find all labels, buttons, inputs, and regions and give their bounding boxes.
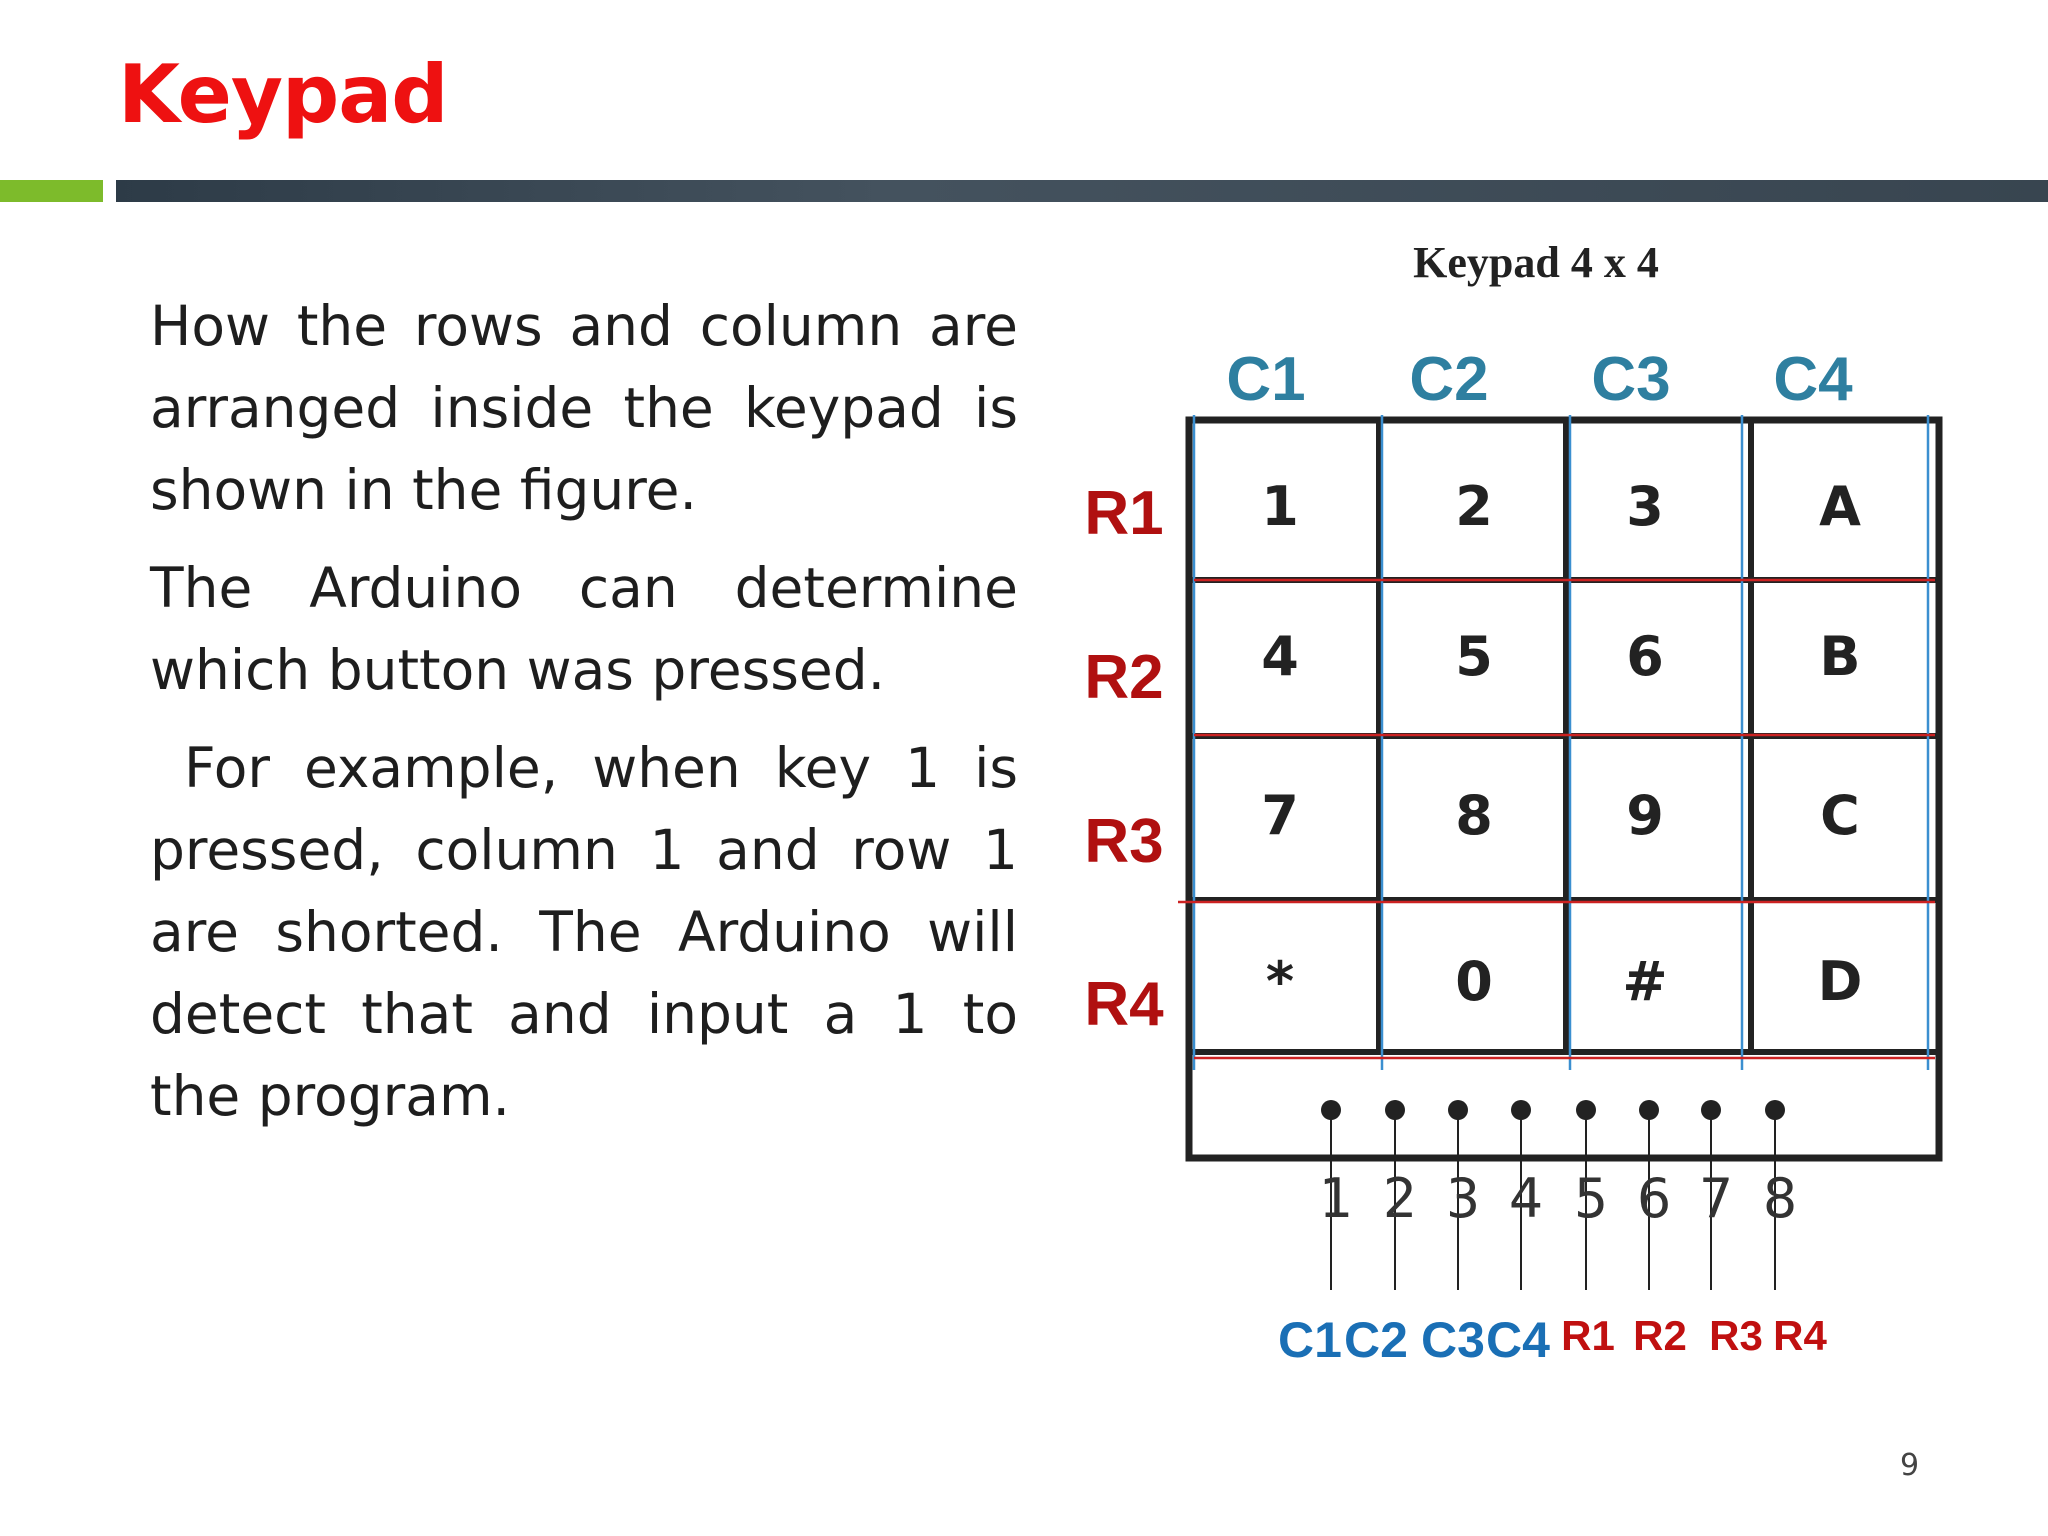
key-4: 4 <box>1261 625 1299 688</box>
figure-caption: Keypad 4 x 4 <box>1413 238 1659 287</box>
key-5: 5 <box>1455 625 1493 688</box>
pin-number-6: 6 <box>1636 1167 1672 1230</box>
key-8: 8 <box>1455 784 1493 847</box>
row-label-r3: R3 <box>1084 807 1164 876</box>
pin-label-r1: R1 <box>1561 1312 1615 1359</box>
pin-label-r3: R3 <box>1709 1312 1763 1359</box>
pin-number-5: 5 <box>1573 1167 1609 1230</box>
row-label-r1: R1 <box>1084 479 1164 548</box>
column-labels <box>1226 345 1853 414</box>
column-label-c4: C4 <box>1773 345 1853 414</box>
pin-dot-2 <box>1385 1100 1405 1120</box>
page-number: 9 <box>1900 1448 1920 1483</box>
key-star: * <box>1265 950 1295 1013</box>
column-label-c3: C3 <box>1591 345 1671 414</box>
pin-number-8: 8 <box>1762 1167 1798 1230</box>
key-2: 2 <box>1455 475 1493 538</box>
pin-dot-5 <box>1576 1100 1596 1120</box>
pin-dot-7 <box>1701 1100 1721 1120</box>
pin-label-c4: C4 <box>1486 1312 1550 1368</box>
pin-label-r2: R2 <box>1633 1312 1687 1359</box>
key-a: A <box>1819 475 1861 538</box>
row-label-r4: R4 <box>1084 970 1164 1039</box>
key-7: 7 <box>1261 784 1299 847</box>
key-6: 6 <box>1626 625 1664 688</box>
pin-dot-6 <box>1639 1100 1659 1120</box>
key-1: 1 <box>1261 475 1299 538</box>
pin-label-r4: R4 <box>1773 1312 1827 1359</box>
pin-dot-1 <box>1321 1100 1341 1120</box>
key-labels <box>1261 475 1862 1013</box>
paragraph-arduino-determine: The Arduino can determine which button was pressed. <box>150 556 1018 702</box>
pin-number-3: 3 <box>1445 1167 1481 1230</box>
key-hash: # <box>1622 950 1668 1013</box>
paragraph-example: For example, when key 1 is pressed, column 1 and row 1 are shorted. The Arduino will detect that and input a 1 to the program. <box>150 736 1036 1128</box>
pin-number-4: 4 <box>1508 1167 1544 1230</box>
paragraph-rows-columns: How the rows and column are arranged inside the keypad is shown in the figure. <box>150 294 1018 522</box>
key-d: D <box>1817 950 1863 1013</box>
column-label-c1: C1 <box>1226 345 1306 414</box>
pin-label-c1: C1 <box>1278 1312 1342 1368</box>
row-label-r2: R2 <box>1084 643 1164 712</box>
key-c: C <box>1820 784 1860 847</box>
pin-number-2: 2 <box>1382 1167 1418 1230</box>
pin-labels <box>1278 1312 1827 1368</box>
pin-dot-3 <box>1448 1100 1468 1120</box>
column-label-c2: C2 <box>1409 345 1489 414</box>
connector-pins <box>1319 1100 1797 1230</box>
pin-dot-8 <box>1765 1100 1785 1120</box>
key-3: 3 <box>1626 475 1664 538</box>
pin-number-7: 7 <box>1698 1167 1734 1230</box>
pin-label-c2: C2 <box>1344 1312 1408 1368</box>
pin-number-1: 1 <box>1318 1167 1354 1230</box>
key-0: 0 <box>1455 950 1493 1013</box>
key-b: B <box>1819 625 1861 688</box>
slide-title: Keypad <box>118 48 448 141</box>
key-9: 9 <box>1626 784 1664 847</box>
pin-label-c3: C3 <box>1421 1312 1485 1368</box>
row-labels <box>1084 479 1164 1039</box>
pin-dot-4 <box>1511 1100 1531 1120</box>
